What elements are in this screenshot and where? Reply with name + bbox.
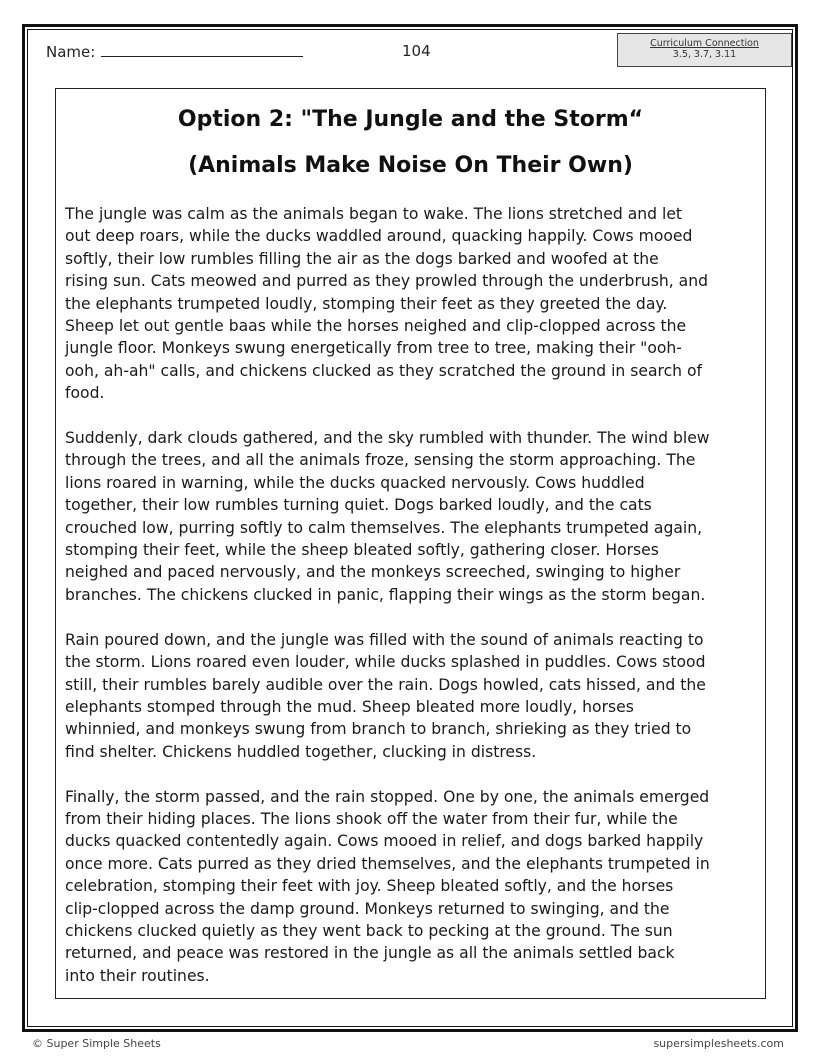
story-line: The jungle was calm as the animals began to wake. The lions stretched and let [65,205,683,223]
story-line: celebration, stomping their feet with joy. Sheep bleated softly, and the horses [65,877,674,896]
name-label: Name: [46,43,96,61]
story-line: once more. Cats purred as they dried themselves, and the elephants trumpeted in [65,854,710,873]
story-line: ducks quacked contentedly again. Cows mooed in relief, and dogs barked happily [65,832,704,851]
story-line: chickens clucked quietly as they went back to pecking at the ground. The sun [65,921,673,940]
story-line: Sheep let out gentle baas while the horses neighed and clip-clopped across the [65,317,687,336]
footer-copyright: © Super Simple Sheets [32,1037,161,1050]
story-line: softly, their low rumbles filling the air as the dogs barked and woofed at the [65,249,659,268]
story-subtitle: (Animals Make Noise On Their Own) [188,153,633,178]
story-line: into their routines. [65,966,210,985]
story-line: crouched low, purring softly to calm themselves. The elephants trumpeted again, [65,518,703,537]
story-line: rising sun. Cats meowed and purred as they prowled through the underbrush, and [65,272,708,291]
story-text [65,203,761,1010]
page-number: 104 [402,42,431,60]
story-line: elephants stomped through the mud. Sheep bleated more loudly, horses [65,697,634,716]
footer-website: supersimplesheets.com [653,1037,784,1050]
curriculum-connection-codes: 3.5, 3.7, 3.11 [672,49,737,60]
story-line: the elephants trumpeted loudly, stomping their feet as they greeted the day. [65,294,668,313]
story-paragraph-4 [65,786,761,988]
story-line: Rain poured down, and the jungle was filled with the sound of animals reacting to [65,630,704,649]
story-line: Suddenly, dark clouds gathered, and the sky rumbled with thunder. The wind blew [65,429,710,448]
curriculum-connection-title: Curriculum Connection [650,38,759,49]
story-line: together, their low rumbles turning quiet. Dogs barked loudly, and the cats [65,496,652,515]
story-line: food. [65,384,105,403]
story-line: neighed and paced nervously, and the monkeys screeched, swinging to higher [65,563,681,582]
story-line: branches. The chickens clucked in panic, flapping their wings as the storm began. [65,585,706,604]
story-line: returned, and peace was restored in the jungle as all the animals settled back [65,944,675,963]
story-line: lions roared in warning, while the ducks quacked nervously. Cows huddled [65,473,645,492]
name-field [46,42,303,61]
story-line: jungle floor. Monkeys swung energetically from tree to tree, making their "ooh- [65,339,682,358]
story-line: whinnied, and monkeys swung from branch to branch, shrieking as they tried to [65,720,692,739]
story-line: ooh, ah-ah" calls, and chickens clucked as they scratched the ground in search of [65,361,703,380]
story-line: out deep roars, while the ducks waddled around, quacking happily. Cows mooed [65,227,693,246]
curriculum-connection-box [617,33,792,67]
story-paragraph-1 [65,203,761,405]
story-title: Option 2: "The Jungle and the Storm“ [177,107,644,132]
story-line: stomping their feet, while the sheep bleated softly, gathering closer. Horses [65,541,659,560]
story-line: clip-clopped across the damp ground. Monkeys returned to swinging, and the [65,899,670,918]
story-line: from their hiding places. The lions shook off the water from their fur, while the [65,809,678,828]
story-paragraph-2 [65,427,761,606]
story-line: find shelter. Chickens huddled together, clucking in distress. [65,742,537,761]
story-line: still, their rumbles barely audible over the rain. Dogs howled, cats hissed, and the [65,675,706,694]
story-line: through the trees, and all the animals froze, sensing the storm approaching. The [65,451,696,470]
name-blank-line[interactable] [101,42,303,57]
story-line: the storm. Lions roared even louder, while ducks splashed in puddles. Cows stood [65,653,706,672]
story-paragraph-3 [65,629,761,763]
story-line: Finally, the storm passed, and the rain stopped. One by one, the animals emerged [65,787,710,806]
